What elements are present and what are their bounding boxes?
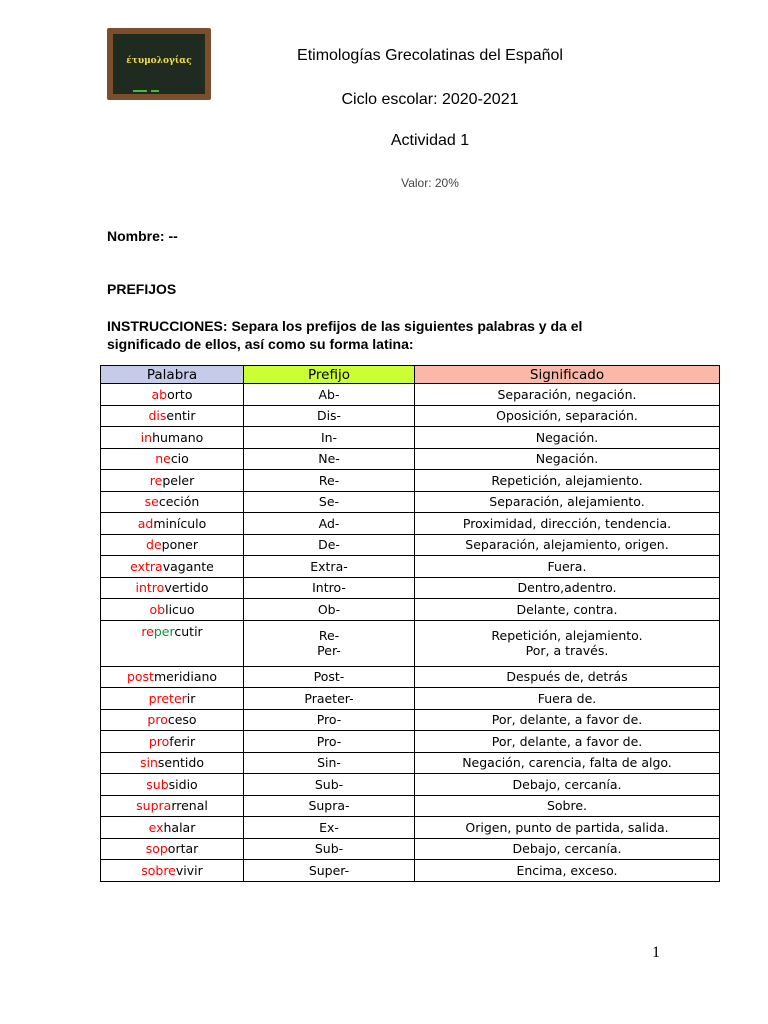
header-prefijo: Prefijo: [244, 366, 415, 384]
prefix-part: ob: [149, 601, 166, 617]
word-rest: vertido: [164, 580, 209, 596]
word-rest: halar: [163, 819, 196, 835]
table-row: [101, 513, 720, 535]
prefix-part: supra: [136, 798, 172, 814]
meaning-line: Por, a través.: [525, 643, 609, 658]
meaning-cell: Proximidad, dirección, tendencia.: [415, 513, 720, 535]
word-rest: sidio: [168, 776, 198, 792]
prefix-cell: Intro-: [244, 577, 415, 599]
meaning-cell: Negación, carencia, falta de algo.: [415, 752, 720, 774]
prefix-cell: Supra-: [244, 795, 415, 817]
word-rest: vagante: [162, 558, 214, 574]
prefix-cell: Post-: [244, 666, 415, 688]
table-row: [101, 752, 720, 774]
prefix-part: per: [153, 623, 175, 639]
meaning-cell: Negación.: [415, 427, 720, 449]
table-row: [101, 731, 720, 753]
prefix-cell: Re-: [244, 470, 415, 492]
table-row: [101, 470, 720, 492]
meaning-cell: Negación.: [415, 448, 720, 470]
table-row: [101, 599, 720, 621]
prefix-cell: Ab-: [244, 384, 415, 406]
word-rest: cutir: [174, 623, 203, 639]
word-rest: ortar: [167, 841, 199, 857]
meaning-cell: Separación, alejamiento.: [415, 491, 720, 513]
word-cell: [101, 752, 244, 774]
table-row: [101, 688, 720, 710]
prefix-cell: Praeter-: [244, 688, 415, 710]
prefix-part: extra: [130, 558, 163, 574]
word-rest: ferir: [169, 733, 196, 749]
word-rest: vivir: [175, 862, 203, 878]
table-row: [101, 620, 720, 666]
word-cell: [101, 731, 244, 753]
prefix-cell: Pro-: [244, 709, 415, 731]
word-cell: [101, 620, 244, 666]
table-row: [101, 838, 720, 860]
word-cell: [101, 534, 244, 556]
prefix-cell: Dis-: [244, 405, 415, 427]
table-row: [101, 405, 720, 427]
meaning-cell: [415, 620, 720, 666]
word-cell: [101, 774, 244, 796]
instructions: INSTRUCCIONES: Separa los prefijos de las siguientes palabras y da el significado de ellos, así como su forma latina:: [107, 318, 583, 352]
word-rest: cio: [170, 451, 189, 467]
word-cell: [101, 795, 244, 817]
word-cell: [101, 405, 244, 427]
word-cell: [101, 688, 244, 710]
meaning-cell: Origen, punto de partida, salida.: [415, 817, 720, 839]
prefix-cell: Sin-: [244, 752, 415, 774]
prefix-part: intro: [135, 580, 165, 596]
prefix-part: ex: [148, 819, 164, 835]
prefix-part: ne: [155, 451, 171, 467]
prefix-part: sub: [146, 776, 169, 792]
prefix-cell: Extra-: [244, 556, 415, 578]
word-rest: poner: [161, 537, 198, 553]
prefix-part: preter: [148, 690, 187, 706]
word-cell: [101, 709, 244, 731]
word-cell: [101, 448, 244, 470]
table-row: [101, 556, 720, 578]
prefix-part: sop: [145, 841, 168, 857]
word-cell: [101, 860, 244, 882]
meaning-cell: Debajo, cercanía.: [415, 774, 720, 796]
word-rest: meridiano: [153, 669, 218, 685]
section-heading: PREFIJOS: [107, 281, 177, 297]
logo-text: έτυμολογίας: [126, 56, 192, 66]
meaning-cell: Repetición, alejamiento.: [415, 470, 720, 492]
word-cell: [101, 384, 244, 406]
word-rest: rrenal: [171, 798, 208, 814]
word-rest: ir: [186, 690, 196, 706]
prefix-part: ab: [151, 386, 168, 402]
meaning-cell: Oposición, separación.: [415, 405, 720, 427]
prefix-cell: Ne-: [244, 448, 415, 470]
prefix-part: re: [141, 623, 154, 639]
meaning-cell: Después de, detrás: [415, 666, 720, 688]
word-cell: [101, 666, 244, 688]
table-body-double: [101, 620, 720, 666]
word-cell: [101, 427, 244, 449]
table-row: [101, 577, 720, 599]
word-rest: peler: [162, 472, 195, 488]
table-row: [101, 817, 720, 839]
prefix-part: in: [140, 429, 153, 445]
word-rest: humano: [152, 429, 204, 445]
word-rest: ceso: [167, 712, 197, 728]
header-palabra: Palabra: [101, 366, 244, 384]
prefix-part: post: [126, 669, 154, 685]
word-rest: minículo: [153, 515, 207, 531]
word-cell: [101, 556, 244, 578]
word-rest: licuo: [165, 601, 195, 617]
word-rest: sentido: [157, 755, 204, 771]
meaning-cell: Fuera de.: [415, 688, 720, 710]
prefix-cell: Ad-: [244, 513, 415, 535]
meaning-cell: Fuera.: [415, 556, 720, 578]
table-row: [101, 448, 720, 470]
prefix-line: Per-: [317, 643, 341, 658]
word-cell: [101, 599, 244, 621]
prefix-part: sobre: [141, 862, 176, 878]
page-number: 1: [652, 944, 660, 961]
prefix-cell: Se-: [244, 491, 415, 513]
prefix-cell: Ex-: [244, 817, 415, 839]
meaning-cell: Por, delante, a favor de.: [415, 709, 720, 731]
word-cell: [101, 491, 244, 513]
prefix-part: ad: [137, 515, 154, 531]
prefix-cell: Ob-: [244, 599, 415, 621]
prefix-cell: Sub-: [244, 774, 415, 796]
word-rest: orto: [167, 386, 193, 402]
prefix-part: de: [146, 537, 162, 553]
table-row: [101, 384, 720, 406]
table-row: [101, 709, 720, 731]
word-cell: [101, 838, 244, 860]
table-row: [101, 860, 720, 882]
prefix-part: pro: [148, 733, 170, 749]
word-cell: [101, 513, 244, 535]
activity-title: Actividad 1: [390, 132, 470, 149]
prefix-cell: Sub-: [244, 838, 415, 860]
meaning-cell: Sobre.: [415, 795, 720, 817]
meaning-cell: Debajo, cercanía.: [415, 838, 720, 860]
prefix-part: sin: [139, 755, 158, 771]
table-header-row: [101, 366, 720, 384]
prefix-cell: [244, 620, 415, 666]
document-title: Etimologías Grecolatinas del Español: [297, 47, 563, 64]
table-row: [101, 795, 720, 817]
table-body: [101, 384, 720, 621]
prefix-part: se: [144, 494, 159, 510]
prefix-part: dis: [148, 408, 167, 424]
meaning-cell: Dentro,adentro.: [415, 577, 720, 599]
word-cell: [101, 577, 244, 599]
prefix-cell: Pro-: [244, 731, 415, 753]
table-row: [101, 427, 720, 449]
meaning-cell: Por, delante, a favor de.: [415, 731, 720, 753]
meaning-cell: Separación, alejamiento, origen.: [415, 534, 720, 556]
header-significado: Significado: [415, 366, 720, 384]
prefix-table: [100, 365, 720, 882]
name-field: Nombre: --: [107, 228, 178, 244]
prefix-cell: De-: [244, 534, 415, 556]
table-row: [101, 491, 720, 513]
table-row: [101, 774, 720, 796]
word-rest: entir: [166, 408, 196, 424]
meaning-cell: Separación, negación.: [415, 384, 720, 406]
prefix-part: pro: [147, 712, 168, 728]
meaning-line: Repetición, alejamiento.: [491, 628, 643, 643]
meaning-cell: Delante, contra.: [415, 599, 720, 621]
word-rest: ceción: [158, 494, 200, 510]
word-cell: [101, 817, 244, 839]
prefix-cell: Super-: [244, 860, 415, 882]
prefix-cell: In-: [244, 427, 415, 449]
word-cell: [101, 470, 244, 492]
prefix-part: re: [149, 472, 163, 488]
meaning-cell: Encima, exceso.: [415, 860, 720, 882]
prefix-line: Re-: [318, 628, 340, 643]
table-body: [101, 666, 720, 881]
table-row: [101, 534, 720, 556]
table-row: [101, 666, 720, 688]
activity-value: Valor: 20%: [401, 176, 459, 190]
school-year: Ciclo escolar: 2020-2021: [341, 91, 519, 108]
